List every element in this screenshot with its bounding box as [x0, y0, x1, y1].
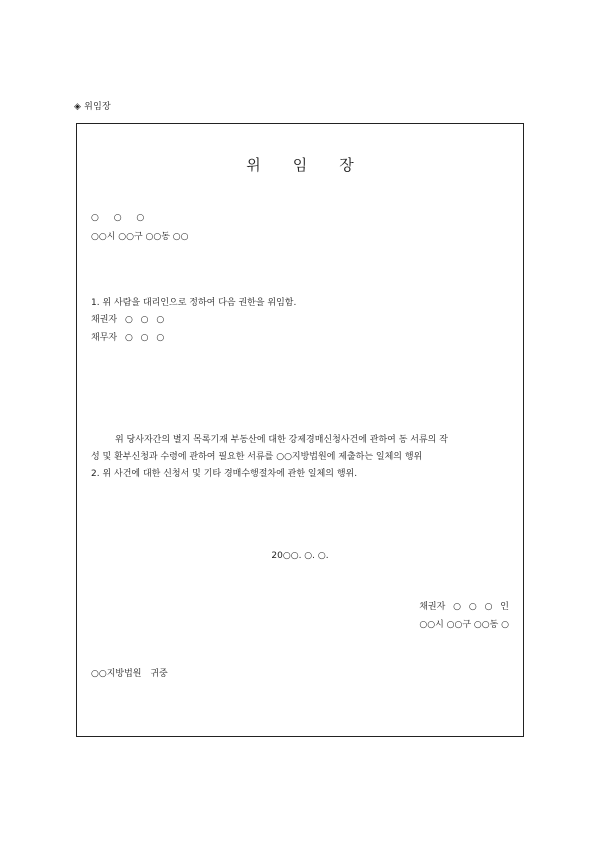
body-line-1: 위 당사자간의 별지 목록기재 부동산에 대한 강제경매신청사건에 관하여 동 서류의 작 — [115, 435, 448, 445]
creditor-line: 채권자 ○ ○ ○ — [91, 315, 165, 325]
item-1: 1. 위 사람을 대리인으로 정하여 다음 권한을 위임함. — [91, 298, 297, 308]
section-label: ◈ 위임장 — [74, 102, 111, 112]
document-frame — [76, 123, 524, 737]
signer-address: ○○시 ○○구 ○○동 ○ — [419, 620, 509, 630]
agent-address: ○○시 ○○구 ○○동 ○○ — [91, 232, 189, 242]
document-date: 20○○. ○. ○. — [271, 551, 329, 561]
body-line-2: 성 및 환부신청과 수령에 관하여 필요한 서류를 ○○지방법원에 제출하는 일체의 행위 — [91, 452, 423, 462]
signer-line: 채권자 ○ ○ ○ 인 — [419, 602, 509, 612]
document-title: 위임장 — [246, 156, 386, 174]
recipient-court: ○○지방법원 귀중 — [91, 669, 168, 679]
debtor-line: 채무자 ○ ○ ○ — [91, 333, 165, 343]
agent-name: ○ ○ ○ — [91, 213, 151, 223]
body-line-3: 2. 위 사건에 대한 신청서 및 기타 경매수행절차에 관한 일체의 행위. — [91, 469, 358, 479]
